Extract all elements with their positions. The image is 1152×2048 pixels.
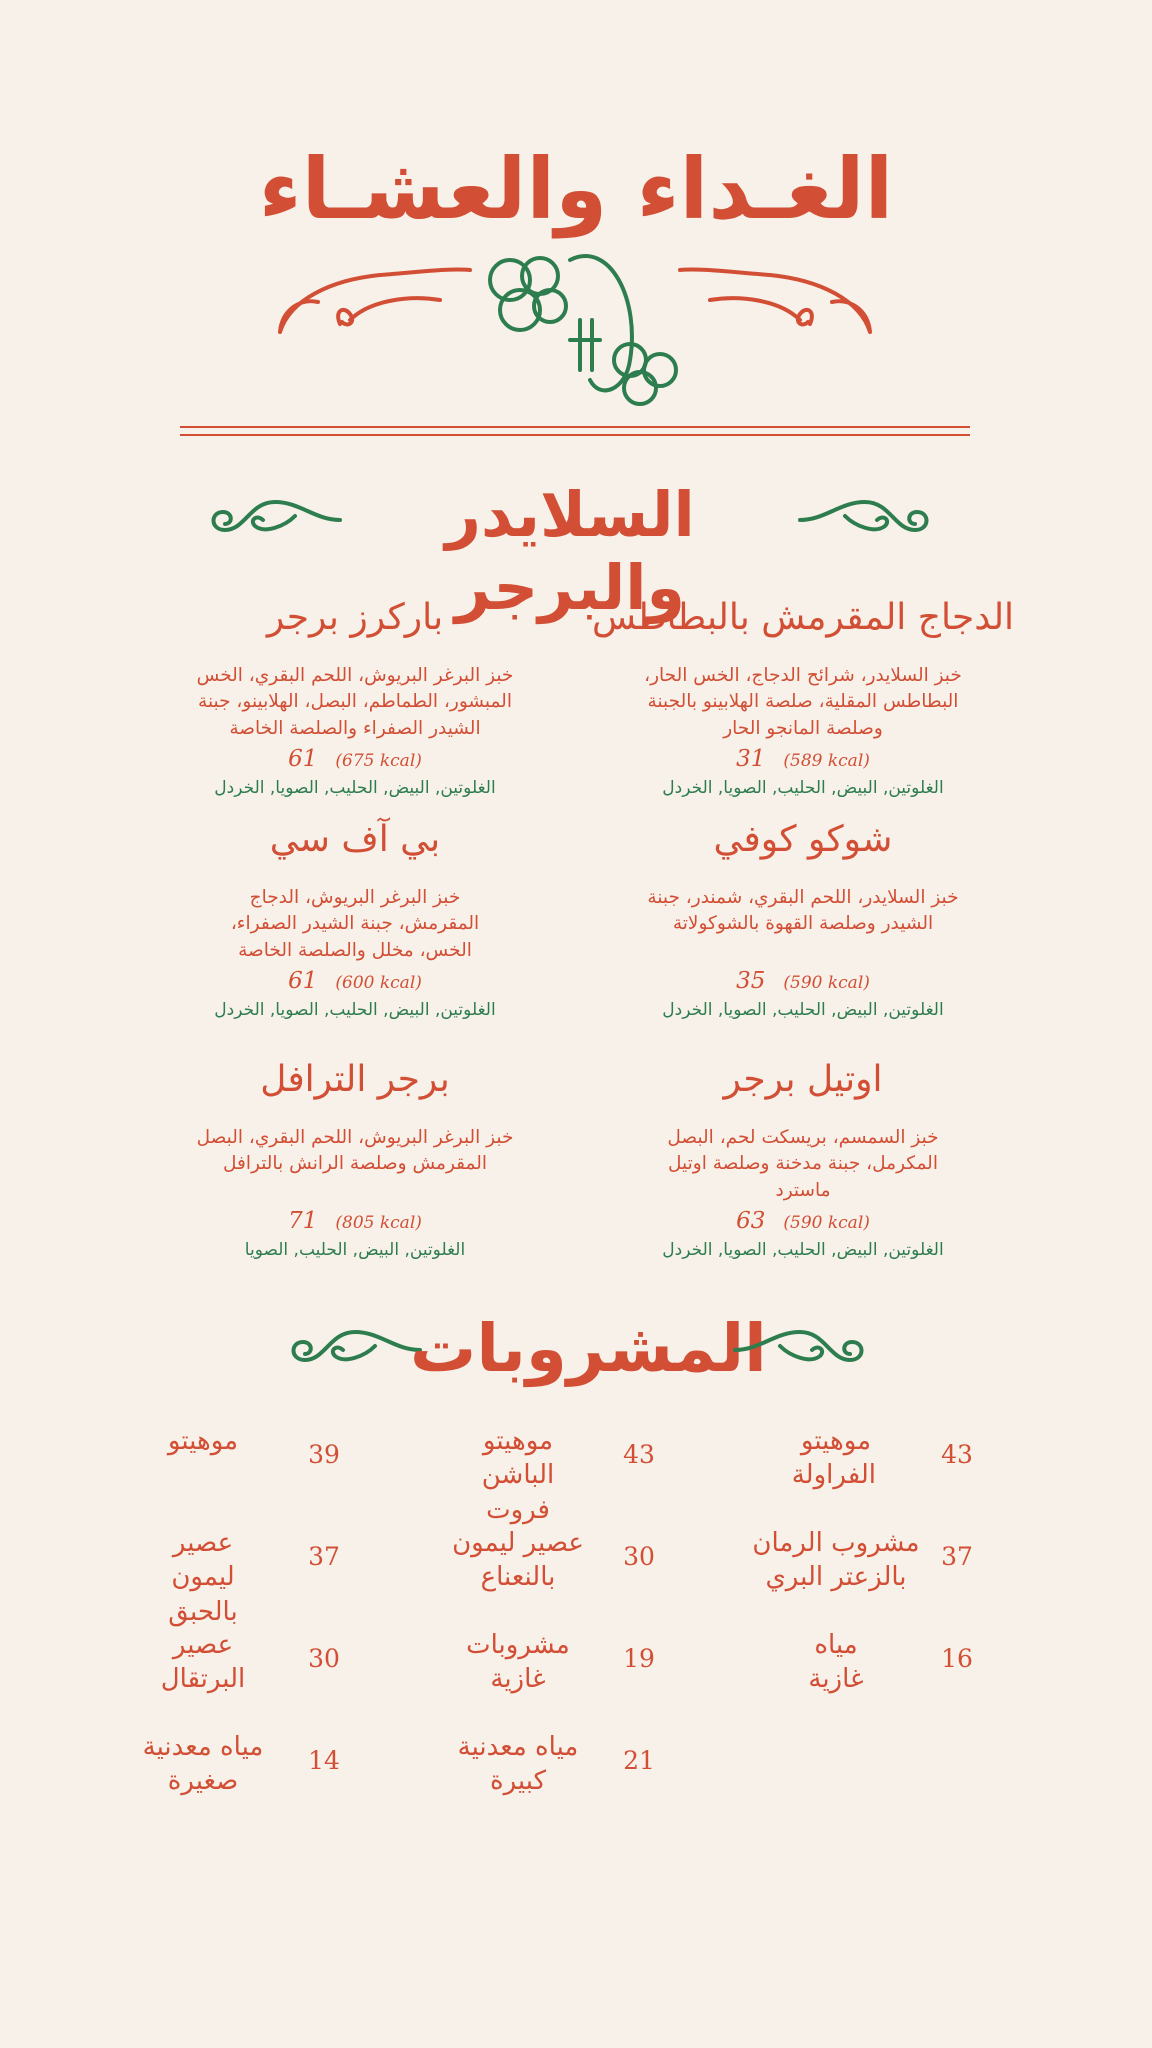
price-row — [578, 968, 1028, 994]
price-row — [578, 746, 1028, 772]
drink-price: 14 — [308, 1746, 340, 1775]
menu-item — [175, 1058, 535, 1260]
item-price: 61 — [288, 745, 318, 772]
flourish-left-icon — [205, 490, 345, 550]
drink-item — [105, 1730, 345, 1810]
drink-price: 30 — [308, 1644, 340, 1673]
drink-name: عصير ليمون بالحبق — [168, 1528, 238, 1627]
item-allergens: الغلوتين, البيض, الحليب, الصويا — [244, 1240, 466, 1261]
item-description: خبز البرغر البريوش، اللحم البقري، الخس المبشور، الطماطم، البصل، الهلابينو، جبنة الشيدر الصفراء والصلصة الخاصة — [196, 665, 514, 739]
drink-name: مياه غازية — [808, 1630, 864, 1695]
drink-name: مشروب الرمان بالزعتر البري — [752, 1528, 920, 1593]
price-row — [175, 968, 535, 994]
menu-item — [578, 596, 1028, 798]
menu-item — [578, 818, 1028, 1020]
item-description: خبز البرغر البريوش، الدجاج المقرمش، جبنة الشيدر الصفراء، الخس، مخلل والصلصة الخاصة — [230, 887, 480, 961]
drink-name: موهيتو الفراولة — [791, 1426, 876, 1491]
item-calories: (589 kcal) — [783, 750, 870, 771]
drink-item — [738, 1424, 978, 1504]
drink-item — [420, 1730, 660, 1810]
flourish-right-icon — [795, 490, 935, 550]
item-name: برجر الترافل — [260, 1059, 450, 1100]
item-name: شوكو كوفي — [713, 819, 893, 860]
item-name: باركرز برجر — [266, 597, 444, 638]
menu-title: الغـداء والعشـاء — [258, 140, 894, 238]
drink-name: مياه معدنية صغيرة — [142, 1732, 264, 1797]
price-row — [175, 746, 535, 772]
drink-name: عصير البرتقال — [160, 1630, 246, 1695]
divider-line — [180, 426, 970, 428]
price-row — [578, 1208, 1028, 1234]
item-allergens: الغلوتين, البيض, الحليب, الصويا, الخردل — [662, 1000, 944, 1021]
drink-item — [420, 1424, 660, 1525]
drink-item — [105, 1526, 345, 1627]
item-allergens: الغلوتين, البيض, الحليب, الصويا, الخردل — [662, 777, 944, 798]
item-price: 63 — [736, 1207, 766, 1234]
item-calories: (590 kcal) — [783, 973, 870, 994]
menu-item — [175, 596, 535, 798]
item-price: 35 — [736, 968, 766, 995]
item-price: 31 — [736, 745, 766, 772]
drink-item — [738, 1628, 978, 1708]
drink-price: 37 — [941, 1542, 973, 1571]
item-description: خبز السلايدر، شرائح الدجاج، الخس الحار، البطاطس المقلية، صلصة الهلابينو بالجبنة وصلصة المانجو الحار — [644, 665, 962, 739]
drink-price: 19 — [623, 1644, 655, 1673]
drink-name: مشروبات غازية — [466, 1630, 570, 1695]
drink-name: مياه معدنية كبيرة — [457, 1732, 579, 1797]
item-name: الدجاج المقرمش بالبطاطس — [591, 597, 1015, 638]
drink-price: 43 — [941, 1440, 973, 1469]
item-name: بي آف سي — [269, 819, 441, 860]
item-description: خبز البرغر البريوش، اللحم البقري، البصل المقرمش وصلصة الرانش بالترافل — [196, 1127, 514, 1175]
item-calories: (600 kcal) — [335, 972, 422, 993]
drink-item — [105, 1424, 345, 1504]
flourish-left-icon — [285, 1320, 425, 1380]
item-description: خبز السلايدر، اللحم البقري، شمندر، جبنة الشيدر وصلصة القهوة بالشوكولاتة — [647, 887, 959, 935]
drink-item — [105, 1628, 345, 1708]
item-calories: (805 kcal) — [335, 1213, 422, 1234]
item-price: 71 — [288, 1208, 318, 1235]
menu-item — [175, 818, 535, 1020]
item-description: خبز السمسم، بريسكت لحم، البصل المكرمل، جبنة مدخنة وصلصة اوتيل ماسترد — [667, 1127, 939, 1201]
drink-name: عصير ليمون بالنعناع — [452, 1528, 584, 1593]
drink-name: موهيتو الباشن فروت — [481, 1426, 555, 1525]
flourish-right-icon — [730, 1320, 870, 1380]
drink-item — [738, 1526, 978, 1606]
item-allergens: الغلوتين, البيض, الحليب, الصويا, الخردل — [662, 1239, 944, 1260]
drink-price: 37 — [308, 1542, 340, 1571]
drink-price: 43 — [623, 1440, 655, 1469]
drink-name: موهيتو — [167, 1426, 239, 1456]
floral-ornament-icon — [270, 240, 882, 410]
item-allergens: الغلوتين, البيض, الحليب, الصويا, الخردل — [214, 777, 496, 798]
menu-item — [578, 1058, 1028, 1260]
item-price: 61 — [288, 967, 318, 994]
drink-price: 21 — [623, 1746, 655, 1775]
price-row — [175, 1208, 535, 1234]
drink-price: 16 — [941, 1644, 973, 1673]
divider-line — [180, 434, 970, 436]
item-calories: (590 kcal) — [783, 1212, 870, 1233]
drink-price: 39 — [308, 1440, 340, 1469]
item-allergens: الغلوتين, البيض, الحليب, الصويا, الخردل — [214, 999, 496, 1020]
drink-price: 30 — [623, 1542, 655, 1571]
drink-item — [420, 1628, 660, 1708]
section-title-sliders: السلايدر والبرجر — [445, 478, 695, 624]
drink-item — [420, 1526, 660, 1606]
item-name: اوتيل برجر — [723, 1059, 883, 1100]
section-title-drinks: المشروبات — [410, 1310, 767, 1387]
item-calories: (675 kcal) — [335, 750, 422, 771]
